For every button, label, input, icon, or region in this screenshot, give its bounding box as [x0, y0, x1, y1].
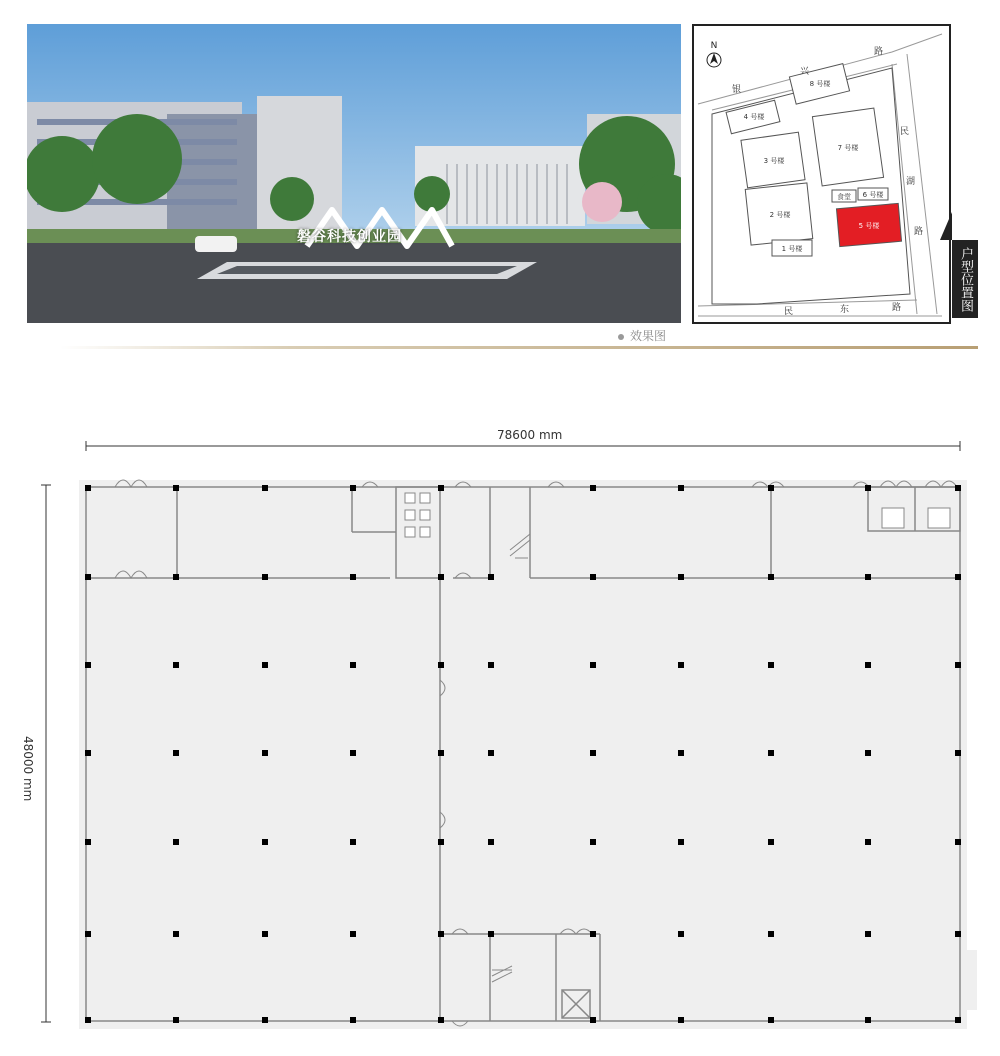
structural-column	[865, 931, 871, 937]
structural-column	[350, 931, 356, 937]
structural-column	[955, 931, 961, 937]
structural-column	[262, 839, 268, 845]
structural-column	[590, 485, 596, 491]
structural-column	[488, 750, 494, 756]
building-3-label: 3 号楼	[763, 157, 785, 165]
structural-column	[768, 574, 774, 580]
park-name: 磐谷科技创业园	[297, 229, 402, 245]
structural-column	[438, 750, 444, 756]
structural-column	[678, 750, 684, 756]
structural-column	[85, 574, 91, 580]
structural-column	[678, 839, 684, 845]
building-2-label: 2 号楼	[769, 211, 791, 219]
structural-column	[350, 750, 356, 756]
road-top-3: 路	[874, 47, 884, 57]
structural-column	[865, 1017, 871, 1023]
structural-column	[955, 839, 961, 845]
structural-column	[85, 931, 91, 937]
structural-column	[350, 574, 356, 580]
divider	[60, 346, 978, 349]
road-bottom-1: 民	[784, 307, 794, 317]
structural-column	[590, 1017, 596, 1023]
structural-column	[438, 1017, 444, 1023]
structural-column	[865, 750, 871, 756]
structural-column	[678, 485, 684, 491]
road-right-3: 路	[914, 227, 924, 237]
structural-column	[865, 574, 871, 580]
park-rendering	[27, 24, 681, 323]
structural-column	[768, 662, 774, 668]
road-bottom-2: 东	[840, 305, 850, 315]
structural-column	[85, 662, 91, 668]
structural-column	[262, 574, 268, 580]
structural-column	[768, 931, 774, 937]
structural-column	[173, 485, 179, 491]
structural-column	[768, 750, 774, 756]
structural-column	[85, 839, 91, 845]
structural-column	[350, 662, 356, 668]
floor-plan	[0, 420, 1000, 1056]
building-5-label: 5 号楼	[858, 222, 880, 230]
structural-column	[678, 574, 684, 580]
structural-column	[262, 750, 268, 756]
building-7-label: 7 号楼	[837, 144, 859, 152]
road-top-2: 兴	[800, 67, 810, 77]
building-8-label: 8 号楼	[809, 80, 831, 88]
structural-column	[173, 931, 179, 937]
structural-column	[438, 485, 444, 491]
structural-column	[85, 750, 91, 756]
structural-column	[955, 750, 961, 756]
building-4-label: 4 号楼	[743, 113, 765, 121]
road-bottom-3: 路	[892, 303, 902, 313]
structural-column	[173, 839, 179, 845]
height-dimension: 48000 mm	[21, 736, 35, 802]
structural-column	[262, 931, 268, 937]
structural-column	[438, 931, 444, 937]
structural-column	[678, 931, 684, 937]
building-1-label: 1 号楼	[781, 245, 803, 253]
structural-column	[262, 662, 268, 668]
structural-column	[590, 750, 596, 756]
building-6-label: 6 号楼	[862, 191, 884, 199]
render-caption	[618, 327, 666, 344]
structural-column	[955, 574, 961, 580]
road-top-1: 银	[732, 85, 742, 95]
structural-column	[438, 839, 444, 845]
structural-column	[768, 485, 774, 491]
structural-column	[85, 1017, 91, 1023]
structural-column	[173, 662, 179, 668]
bullet-icon	[618, 334, 624, 340]
structural-column	[865, 485, 871, 491]
structural-column	[768, 1017, 774, 1023]
structural-column	[438, 662, 444, 668]
structural-column	[678, 1017, 684, 1023]
caption-label: 效果图	[630, 329, 667, 343]
structural-column	[173, 574, 179, 580]
structural-column	[590, 574, 596, 580]
structural-column	[590, 662, 596, 668]
structural-column	[350, 1017, 356, 1023]
structural-column	[488, 839, 494, 845]
structural-column	[438, 574, 444, 580]
site-plan-title: 户型位置图	[952, 240, 978, 318]
site-plan	[692, 24, 951, 324]
structural-column	[488, 931, 494, 937]
structural-column	[865, 662, 871, 668]
structural-column	[865, 839, 871, 845]
road-right-2: 湖	[906, 177, 916, 187]
structural-column	[678, 662, 684, 668]
structural-column	[488, 662, 494, 668]
structural-column	[590, 931, 596, 937]
structural-column	[173, 750, 179, 756]
road-right-1: 民	[900, 127, 910, 137]
structural-column	[955, 662, 961, 668]
structural-column	[590, 839, 596, 845]
structural-column	[488, 574, 494, 580]
structural-column	[85, 485, 91, 491]
width-dimension: 78600 mm	[497, 428, 563, 442]
structural-column	[955, 485, 961, 491]
structural-column	[350, 485, 356, 491]
structural-column	[262, 1017, 268, 1023]
building-canteen-label: 食堂	[837, 193, 851, 201]
structural-column	[768, 839, 774, 845]
site-title-tab	[940, 212, 952, 240]
north-label: N	[710, 41, 718, 51]
structural-column	[955, 1017, 961, 1023]
structural-column	[262, 485, 268, 491]
structural-column	[350, 839, 356, 845]
structural-column	[173, 1017, 179, 1023]
